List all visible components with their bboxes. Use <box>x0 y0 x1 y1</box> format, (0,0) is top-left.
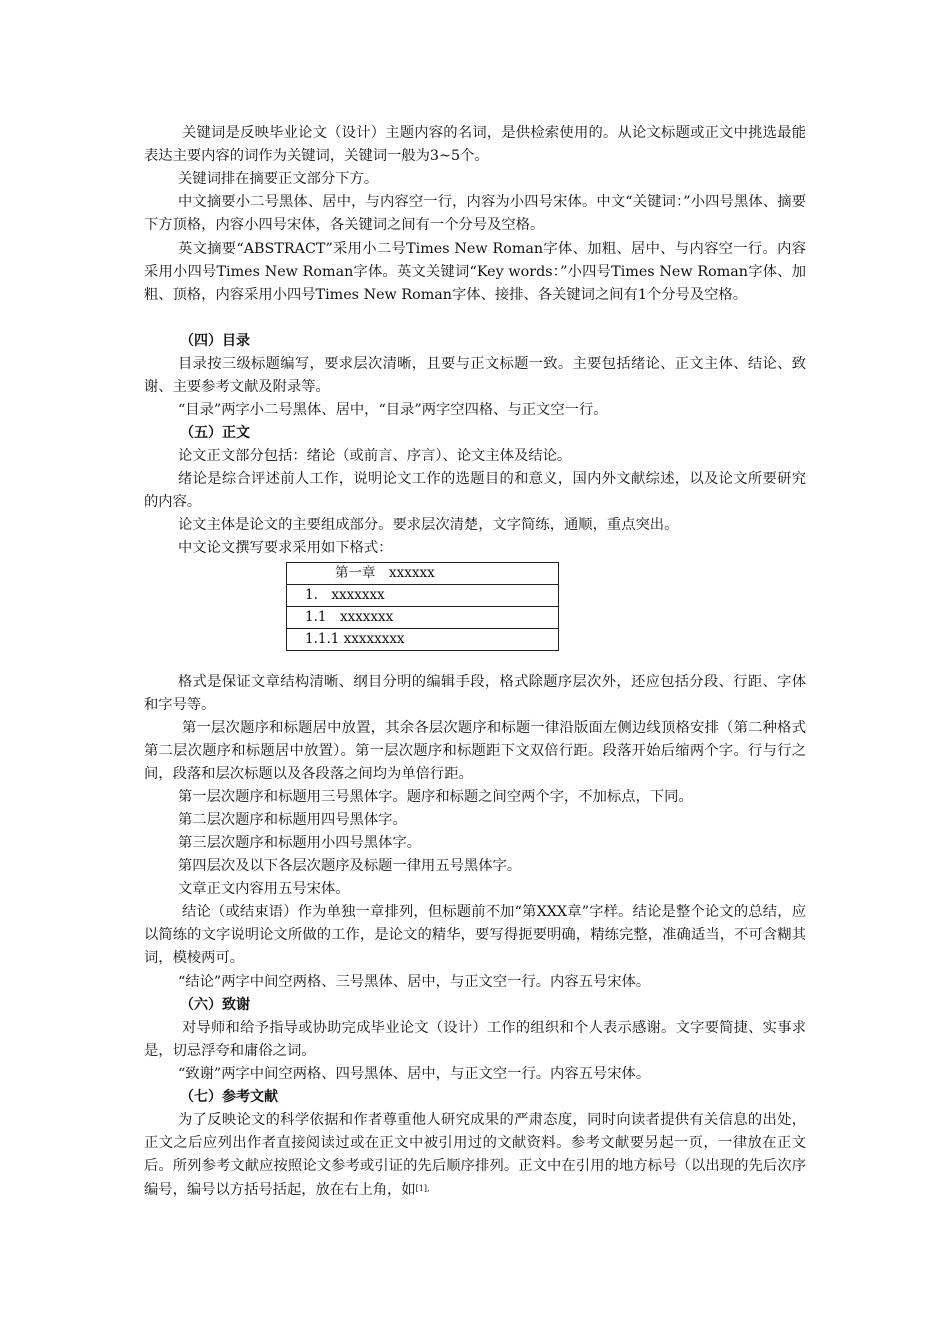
paragraph-toc-2: “目录”两字小二号黑体、居中，“目录”两字空四格、与正文空一行。 <box>178 402 608 418</box>
format-example-table <box>286 562 559 651</box>
paragraph-body-3: 论文主体是论文的主要组成部分。要求层次清楚，文字简练，通顺，重点突出。 <box>178 517 679 533</box>
paragraph-format-1: 格式是保证文章结构清晰、纲目分明的编辑手段，格式除题序层次外，还应包括分段、行距、字体和字号等。 <box>144 674 806 714</box>
heading-acknowledgement: （六）致谢 <box>180 997 250 1013</box>
paragraph-conclusion-1: 结论（或结束语）作为单独一章排列，但标题前不加“第XXX章”字样。结论是整个论文的总结，应以简练的文字说明论文所做的工作，是论文的精华，要写得扼要明确，精练完整，准确适当，不可含糊其词，模棱两可。 <box>144 904 806 967</box>
paragraph-body-2: 绪论是综合评述前人工作，说明论文工作的选题目的和意义，国内外文献综述，以及论文所要研究的内容。 <box>144 471 806 511</box>
paragraph-english-abstract: 英文摘要“ABSTRACT”采用小二号Times New Roman字体、加粗、居中、与内容空一行。内容采用小四号Times New Roman字体。英文关键词“Key words：”小四号Times New Roman字体、加粗、顶格，内容采用小四号Times New Roman字体、接排、各关键词之间有1个分号及空格。 <box>144 241 806 304</box>
paragraph-format-2: 第一层次题序和标题居中放置，其余各层次题序和标题一律沿版面左侧边线顶格安排（第二种格式第二层次题序和标题居中放置）。第一层次题序和标题距下文双倍行距。段落开始后缩两个字。行与行之间，段落和层次标题以及各段落之间均为单倍行距。 <box>144 720 806 783</box>
paragraph-body-4: 中文论文撰写要求采用如下格式： <box>178 540 393 556</box>
format-row-level2: 1. xxxxxxx <box>287 585 559 607</box>
paragraph-text-font: 文章正文内容用五号宋体。 <box>178 881 350 897</box>
references-text: 为了反映论文的科学依据和作者尊重他人研究成果的严肃态度，同时向读者提供有关信息的出处，正文之后应列出作者直接阅读过或在正文中被引用过的文献资料。参考文献要另起一页，一律放在正文后。所列参考文献应按照论文参考或引证的先后顺序排列。正文中在引用的地方标号（以出现的先后次序编号，编号以方括号括起，放在右上角，如 <box>144 1112 806 1198</box>
paragraph-chinese-abstract: 中文摘要小二号黑体、居中，与内容空一行，内容为小四号宋体。中文“关键词：”小四号黑体、摘要下方顶格，内容小四号宋体，各关键词之间有一个分号及空格。 <box>144 194 806 234</box>
paragraph-level-2: 第二层次题序和标题用四号黑体字。 <box>178 812 407 828</box>
paragraph-ack-2: “致谢”两字中间空两格、四号黑体、居中，与正文空一行。内容五号宋体。 <box>178 1066 651 1082</box>
paragraph-conclusion-2: “结论”两字中间空两格、三号黑体、居中，与正文空一行。内容五号宋体。 <box>178 974 651 990</box>
format-row-level1: 第一章 xxxxxx <box>287 563 559 585</box>
paragraph-level-1: 第一层次题序和标题用三号黑体字。题序和标题之间空两个字，不加标点，下同。 <box>178 789 693 805</box>
citation-marker: [1], <box>415 1183 430 1193</box>
paragraph-level-4: 第四层次及以下各层次题序及标题一律用五号黑体字。 <box>178 858 522 874</box>
paragraph-toc-1: 目录按三级标题编写，要求层次清晰，且要与正文标题一致。主要包括绪论、正文主体、结论、致谢、主要参考文献及附录等。 <box>144 356 806 396</box>
paragraph-references-1 <box>144 1109 806 1202</box>
paragraph-body-1: 论文正文部分包括：绪论（或前言、序言）、论文主体及结论。 <box>178 448 572 464</box>
format-row-level4: 1.1.1 xxxxxxxx <box>287 629 559 651</box>
paragraph-keywords-position: 关键词排在摘要正文部分下方。 <box>178 171 379 187</box>
paragraph-ack-1: 对导师和给予指导或协助完成毕业论文（设计）工作的组织和个人表示感谢。文字要简捷、实事求是，切忌浮夸和庸俗之词。 <box>144 1020 806 1060</box>
heading-references: （七）参考文献 <box>180 1089 278 1105</box>
heading-body: （五）正文 <box>180 425 250 441</box>
paragraph-keywords-definition: 关键词是反映毕业论文（设计）主题内容的名词，是供检索使用的。从论文标题或正文中挑选最能表达主要内容的词作为关键词，关键词一般为3~5个。 <box>144 125 806 165</box>
heading-toc: （四）目录 <box>180 333 250 349</box>
format-row-level3: 1.1 xxxxxxx <box>287 607 559 629</box>
paragraph-level-3: 第三层次题序和标题用小四号黑体字。 <box>178 835 422 851</box>
